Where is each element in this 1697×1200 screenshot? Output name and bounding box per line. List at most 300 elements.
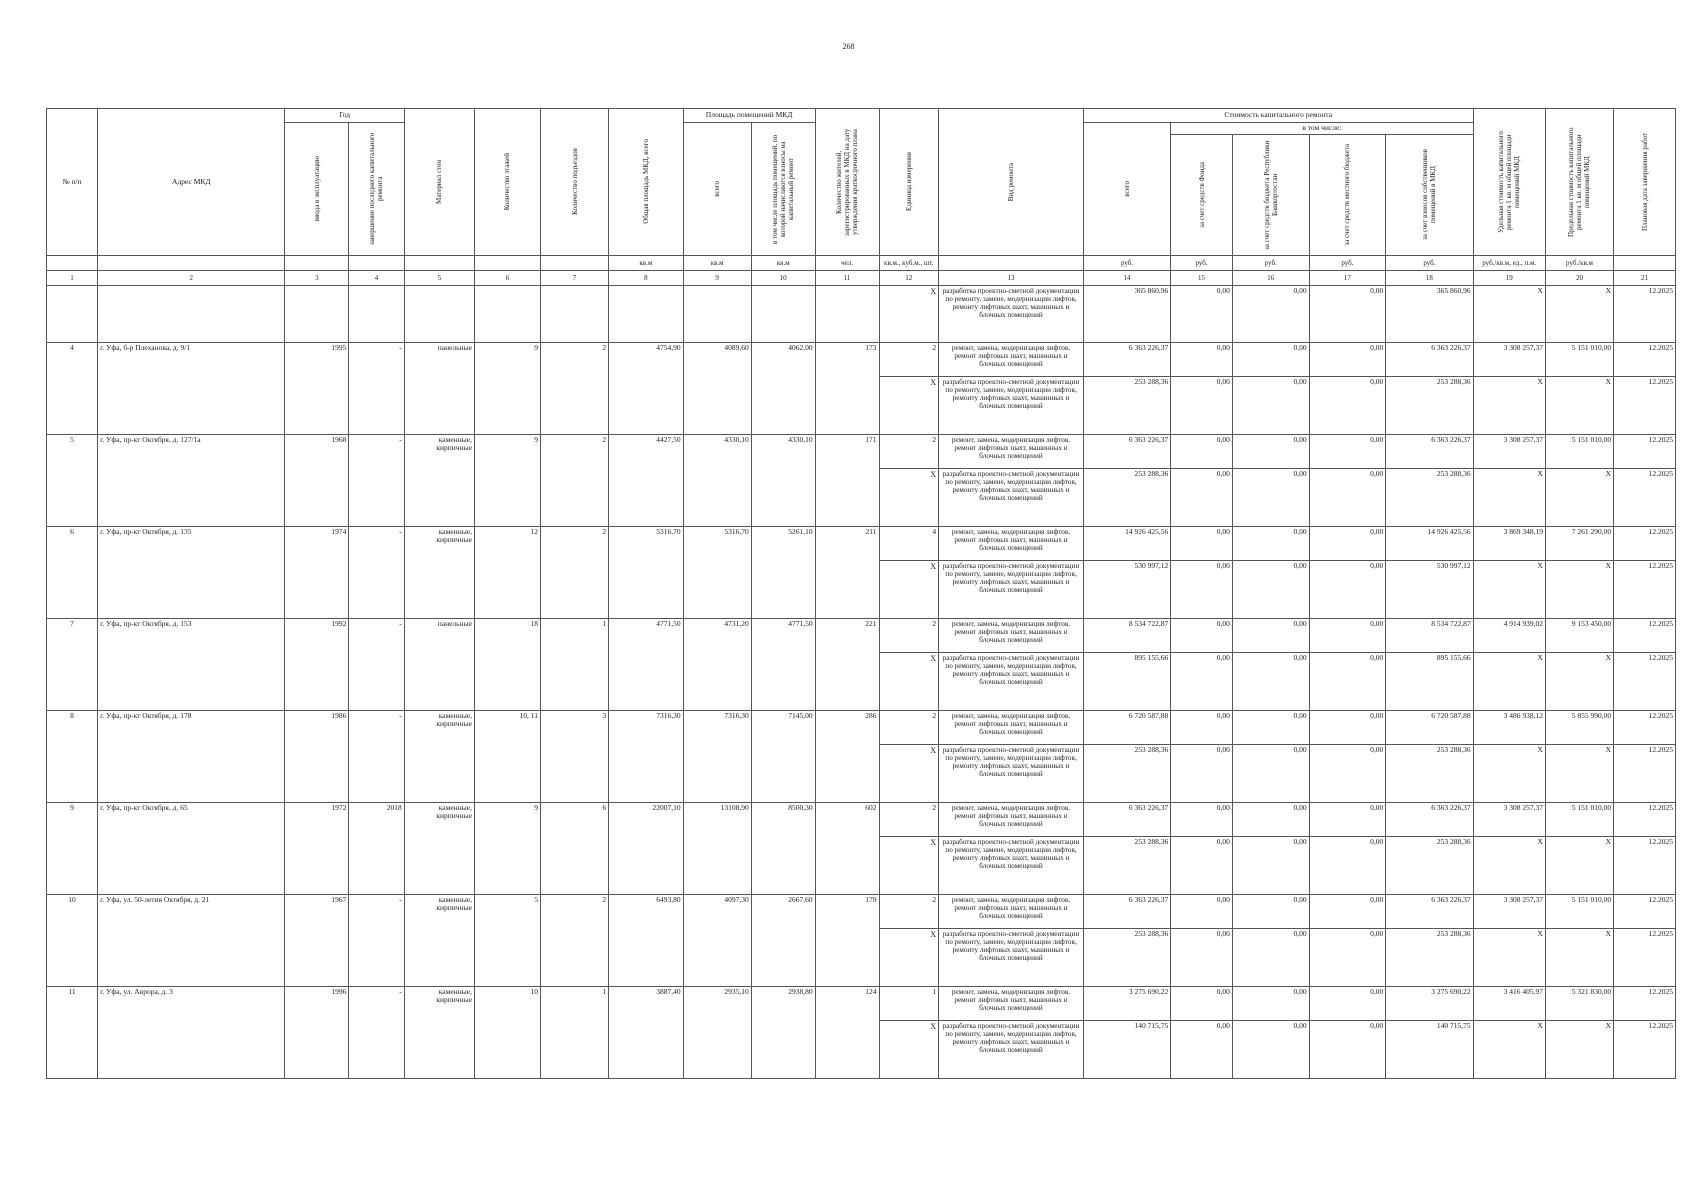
row-number-cell: 5 (47, 434, 98, 526)
table-row (47, 342, 1676, 376)
cost-fund-cell: 0,00 (1171, 285, 1233, 342)
residents-cell: 221 (815, 618, 879, 710)
cost-local-cell: 0,00 (1309, 928, 1386, 986)
residents-cell: 171 (815, 434, 879, 526)
cost-republic-cell: 0,00 (1232, 342, 1309, 376)
cost-republic-cell: 0,00 (1232, 376, 1309, 434)
qty-cell: 2 (879, 802, 939, 836)
cost-owners-cell: 8 534 722,87 (1386, 618, 1473, 652)
cost-total-cell: 140 715,75 (1083, 1020, 1170, 1078)
entrances-cell: 2 (540, 526, 608, 618)
cost-local-cell: 0,00 (1309, 618, 1386, 652)
unit-cost-cell: X (1473, 744, 1545, 802)
work-type-cell: разработка проектно-сметной документации по ремонту, замене, модернизации лифтов, ремонту лифтовых шахт, машинных и блочных помещений (939, 468, 1084, 526)
header-entrances: Количество подъездов (540, 109, 608, 256)
column-number: 7 (540, 270, 608, 285)
floors-cell: 10, 11 (474, 710, 540, 802)
header-year-commission: ввода в эксплуатацию (285, 123, 349, 256)
unit-cell: чел. (815, 255, 879, 270)
header-deadline: Плановая дата завершения работ (1614, 109, 1676, 256)
header-max-cost: Предельная стоимость капитального ремонта 1 кв. м общей площади помещений МКД (1545, 109, 1613, 256)
deadline-cell: 12.2025 (1614, 342, 1676, 376)
cost-fund-cell: 0,00 (1171, 560, 1233, 618)
unit-cost-cell: X (1473, 652, 1545, 710)
premises-total-cell: 4731,20 (683, 618, 751, 710)
max-cost-cell: X (1545, 285, 1613, 342)
year-commission-cell: 1968 (285, 434, 349, 526)
entrances-cell: 1 (540, 986, 608, 1078)
max-cost-cell: 5 151 010,00 (1545, 342, 1613, 376)
cost-fund-cell: 0,00 (1171, 986, 1233, 1020)
address-cell: г. Уфа, б-р Плеханова, д. 9/1 (98, 342, 285, 434)
entrances-cell: 2 (540, 894, 608, 986)
header-floors: Количество этажей (474, 109, 540, 256)
cost-total-cell: 253 288,36 (1083, 744, 1170, 802)
table-row (47, 434, 1676, 468)
cost-fund-cell: 0,00 (1171, 1020, 1233, 1078)
cost-owners-cell: 253 288,36 (1386, 468, 1473, 526)
qty-cell: X (879, 836, 939, 894)
header-year-group: Год (285, 109, 404, 123)
work-type-cell: разработка проектно-сметной документации по ремонту, замене, модернизации лифтов, ремонту лифтовых шахт, машинных и блочных помещений (939, 376, 1084, 434)
header-premises-owned: в том числе площадь помещений, по которой начисляются взносы на капитальный ремонт (751, 123, 815, 256)
cost-owners-cell: 140 715,75 (1386, 1020, 1473, 1078)
qty-cell: X (879, 468, 939, 526)
wall-material-cell: каменные, кирпичные (404, 894, 474, 986)
max-cost-cell: X (1545, 744, 1613, 802)
cost-local-cell: 0,00 (1309, 342, 1386, 376)
cost-republic-cell: 0,00 (1232, 285, 1309, 342)
deadline-cell: 12.2025 (1614, 802, 1676, 836)
max-cost-cell: 5 151 010,00 (1545, 434, 1613, 468)
wall-material-cell: панельные (404, 618, 474, 710)
unit-cost-cell: 3 416 405,97 (1473, 986, 1545, 1020)
cost-owners-cell: 6 363 226,37 (1386, 342, 1473, 376)
column-number: 11 (815, 270, 879, 285)
unit-cost-cell: 3 308 257,37 (1473, 894, 1545, 928)
deadline-cell: 12.2025 (1614, 1020, 1676, 1078)
cost-owners-cell: 253 288,36 (1386, 836, 1473, 894)
cost-owners-cell: 253 288,36 (1386, 376, 1473, 434)
max-cost-cell: X (1545, 468, 1613, 526)
floors-cell: 9 (474, 434, 540, 526)
cost-republic-cell: 0,00 (1232, 986, 1309, 1020)
qty-cell: X (879, 652, 939, 710)
work-type-cell: ремонт, замена, модернизация лифтов, ремонт лифтовых шахт, машинных и блочных помещений (939, 802, 1084, 836)
header-address: Адрес МКД (98, 109, 285, 256)
qty-cell: X (879, 560, 939, 618)
qty-cell: 4 (879, 526, 939, 560)
work-type-cell: ремонт, замена, модернизация лифтов, ремонт лифтовых шахт, машинных и блочных помещений (939, 894, 1084, 928)
cost-owners-cell: 253 288,36 (1386, 744, 1473, 802)
unit-cell: руб. (1386, 255, 1473, 270)
address-cell: г. Уфа, ул. Аврора, д. 3 (98, 986, 285, 1078)
column-number: 3 (285, 270, 349, 285)
qty-cell: 2 (879, 618, 939, 652)
cost-republic-cell: 0,00 (1232, 928, 1309, 986)
column-number: 21 (1614, 270, 1676, 285)
column-number: 10 (751, 270, 815, 285)
header-cost-total: всего (1083, 123, 1170, 256)
cost-local-cell: 0,00 (1309, 710, 1386, 744)
capital-repair-table (46, 108, 1676, 1079)
row-number-cell: 10 (47, 894, 98, 986)
cost-republic-cell: 0,00 (1232, 744, 1309, 802)
cost-total-cell: 895 155,66 (1083, 652, 1170, 710)
table-row (47, 710, 1676, 744)
qty-cell: 2 (879, 710, 939, 744)
max-cost-cell: 5 855 990,00 (1545, 710, 1613, 744)
premises-owned-cell: 2667,60 (751, 894, 815, 986)
qty-cell: X (879, 1020, 939, 1078)
header-total-area: Общая площадь МКД, всего (609, 109, 684, 256)
cost-total-cell: 253 288,36 (1083, 836, 1170, 894)
deadline-cell: 12.2025 (1614, 468, 1676, 526)
header-unit-cost: Удельная стоимость капитального ремонта 1 кв. м общей площади помещений МКД (1473, 109, 1545, 256)
work-type-cell: ремонт, замена, модернизация лифтов, ремонт лифтовых шахт, машинных и блочных помещений (939, 986, 1084, 1020)
floors-cell: 18 (474, 618, 540, 710)
capital-repair-table-wrapper (46, 108, 1676, 1079)
total-area-cell: 4771,50 (609, 618, 684, 710)
row-number-cell: 11 (47, 986, 98, 1078)
header-premises-area-group: Площадь помещений МКД (683, 109, 815, 123)
max-cost-cell: X (1545, 1020, 1613, 1078)
column-number: 1 (47, 270, 98, 285)
cost-local-cell: 0,00 (1309, 526, 1386, 560)
header-work-type: Вид ремонта (939, 109, 1084, 256)
cost-owners-cell: 6 363 226,37 (1386, 894, 1473, 928)
premises-total-cell: 5316,70 (683, 526, 751, 618)
cost-fund-cell: 0,00 (1171, 836, 1233, 894)
cost-owners-cell: 14 926 425,56 (1386, 526, 1473, 560)
residents-cell: 124 (815, 986, 879, 1078)
cost-fund-cell: 0,00 (1171, 434, 1233, 468)
cost-owners-cell: 6 720 587,88 (1386, 710, 1473, 744)
qty-cell: 2 (879, 342, 939, 376)
entrances-cell: 2 (540, 342, 608, 434)
unit-cell: кв.м (609, 255, 684, 270)
table-body (47, 285, 1676, 1078)
row-number-cell: 8 (47, 710, 98, 802)
max-cost-cell: 5 151 010,00 (1545, 802, 1613, 836)
deadline-cell: 12.2025 (1614, 744, 1676, 802)
header-year-last-repair: завершение последнего капитального ремонта (349, 123, 404, 256)
unit-cell: руб. (1309, 255, 1386, 270)
cost-fund-cell: 0,00 (1171, 468, 1233, 526)
page-number: 268 (842, 42, 855, 51)
max-cost-cell: 9 153 450,00 (1545, 618, 1613, 652)
cost-total-cell: 365 860,96 (1083, 285, 1170, 342)
deadline-cell: 12.2025 (1614, 894, 1676, 928)
total-area-cell: 7316,30 (609, 710, 684, 802)
cost-local-cell: 0,00 (1309, 468, 1386, 526)
unit-cell: руб. (1171, 255, 1233, 270)
header-wall-material: Материал стен (404, 109, 474, 256)
floors-cell: 12 (474, 526, 540, 618)
cost-local-cell: 0,00 (1309, 560, 1386, 618)
table-row (47, 802, 1676, 836)
qty-cell: X (879, 376, 939, 434)
residents-cell: 179 (815, 894, 879, 986)
cost-total-cell: 6 720 587,88 (1083, 710, 1170, 744)
premises-total-cell: 13108,90 (683, 802, 751, 894)
column-number: 16 (1232, 270, 1309, 285)
column-number: 15 (1171, 270, 1233, 285)
entrances-cell: 2 (540, 434, 608, 526)
qty-cell: X (879, 744, 939, 802)
year-last-repair-cell: - (349, 618, 404, 710)
deadline-cell: 12.2025 (1614, 710, 1676, 744)
unit-cost-cell: X (1473, 836, 1545, 894)
cost-fund-cell: 0,00 (1171, 376, 1233, 434)
cost-total-cell: 530 997,12 (1083, 560, 1170, 618)
address-cell: г. Уфа, пр-кт Октября, д. 127/1а (98, 434, 285, 526)
cost-local-cell: 0,00 (1309, 434, 1386, 468)
premises-owned-cell: 7145,00 (751, 710, 815, 802)
address-cell: г. Уфа, пр-кт Октября, д. 135 (98, 526, 285, 618)
work-type-cell: ремонт, замена, модернизация лифтов, ремонт лифтовых шахт, машинных и блочных помещений (939, 618, 1084, 652)
unit-cell: руб./кв.м (1545, 255, 1613, 270)
work-type-cell: разработка проектно-сметной документации по ремонту, замене, модернизации лифтов, ремонту лифтовых шахт, машинных и блочных помещений (939, 285, 1084, 342)
column-numbers-row (47, 270, 1676, 285)
deadline-cell: 12.2025 (1614, 376, 1676, 434)
cost-fund-cell: 0,00 (1171, 618, 1233, 652)
max-cost-cell: X (1545, 376, 1613, 434)
entrances-cell: 3 (540, 710, 608, 802)
cost-republic-cell: 0,00 (1232, 802, 1309, 836)
header-cost-local: за счет средств местного бюджета (1309, 134, 1386, 255)
cost-total-cell: 253 288,36 (1083, 376, 1170, 434)
work-type-cell: разработка проектно-сметной документации по ремонту, замене, модернизации лифтов, ремонту лифтовых шахт, машинных и блочных помещений (939, 928, 1084, 986)
unit-cost-cell: X (1473, 560, 1545, 618)
floors-cell: 5 (474, 894, 540, 986)
unit-cost-cell: 3 308 257,37 (1473, 802, 1545, 836)
premises-owned-cell: 4330,10 (751, 434, 815, 526)
unit-cell: кв.м (683, 255, 751, 270)
max-cost-cell: X (1545, 652, 1613, 710)
qty-cell: 2 (879, 894, 939, 928)
table-row-continuation (47, 285, 1676, 342)
unit-cost-cell: 3 486 938,12 (1473, 710, 1545, 744)
cost-total-cell: 6 363 226,37 (1083, 894, 1170, 928)
work-type-cell: разработка проектно-сметной документации по ремонту, замене, модернизации лифтов, ремонту лифтовых шахт, машинных и блочных помещений (939, 652, 1084, 710)
year-commission-cell: 1986 (285, 710, 349, 802)
table-row (47, 618, 1676, 652)
qty-cell: 1 (879, 986, 939, 1020)
floors-cell: 9 (474, 802, 540, 894)
year-last-repair-cell: - (349, 434, 404, 526)
header-premises-total: всего (683, 123, 751, 256)
cost-fund-cell: 0,00 (1171, 928, 1233, 986)
wall-material-cell: панельные (404, 342, 474, 434)
column-number: 8 (609, 270, 684, 285)
year-commission-cell: 1972 (285, 802, 349, 894)
cost-republic-cell: 0,00 (1232, 894, 1309, 928)
unit-cell: кв.м (751, 255, 815, 270)
unit-cell: кв.м., куб.м., шт. (879, 255, 939, 270)
cost-owners-cell: 6 363 226,37 (1386, 802, 1473, 836)
cost-owners-cell: 365 860,96 (1386, 285, 1473, 342)
year-commission-cell: 1974 (285, 526, 349, 618)
table-row (47, 894, 1676, 928)
cost-total-cell: 14 926 425,56 (1083, 526, 1170, 560)
header-cost-owners: за счет взносов собственников помещений в МКД (1386, 134, 1473, 255)
premises-total-cell: 4097,30 (683, 894, 751, 986)
deadline-cell: 12.2025 (1614, 526, 1676, 560)
header-num: № п/п (47, 109, 98, 256)
cost-fund-cell: 0,00 (1171, 710, 1233, 744)
cost-local-cell: 0,00 (1309, 376, 1386, 434)
year-last-repair-cell: - (349, 986, 404, 1078)
work-type-cell: ремонт, замена, модернизация лифтов, ремонт лифтовых шахт, машинных и блочных помещений (939, 342, 1084, 376)
deadline-cell: 12.2025 (1614, 285, 1676, 342)
column-number: 9 (683, 270, 751, 285)
column-number: 4 (349, 270, 404, 285)
cost-total-cell: 6 363 226,37 (1083, 802, 1170, 836)
work-type-cell: разработка проектно-сметной документации по ремонту, замене, модернизации лифтов, ремонту лифтовых шахт, машинных и блочных помещений (939, 1020, 1084, 1078)
unit-cost-cell: 3 869 348,19 (1473, 526, 1545, 560)
cost-fund-cell: 0,00 (1171, 652, 1233, 710)
cost-fund-cell: 0,00 (1171, 342, 1233, 376)
cost-republic-cell: 0,00 (1232, 560, 1309, 618)
year-commission-cell: 1967 (285, 894, 349, 986)
row-number-cell: 9 (47, 802, 98, 894)
unit-cell: руб./кв.м, ед., п.м. (1473, 255, 1545, 270)
wall-material-cell: каменные, кирпичные (404, 986, 474, 1078)
max-cost-cell: 5 321 830,00 (1545, 986, 1613, 1020)
premises-total-cell: 4089,60 (683, 342, 751, 434)
residents-cell: 211 (815, 526, 879, 618)
total-area-cell: 4754,90 (609, 342, 684, 434)
address-cell: г. Уфа, пр-кт Октября, д. 65 (98, 802, 285, 894)
units-row (47, 255, 1676, 270)
premises-owned-cell: 4771,50 (751, 618, 815, 710)
cost-local-cell: 0,00 (1309, 285, 1386, 342)
entrances-cell: 1 (540, 618, 608, 710)
column-number: 14 (1083, 270, 1170, 285)
column-number: 18 (1386, 270, 1473, 285)
qty-cell: X (879, 285, 939, 342)
total-area-cell: 22007,10 (609, 802, 684, 894)
unit-cost-cell: 4 914 939,02 (1473, 618, 1545, 652)
address-cell: г. Уфа, пр-кт Октября, д. 178 (98, 710, 285, 802)
year-last-repair-cell: - (349, 894, 404, 986)
year-last-repair-cell: - (349, 526, 404, 618)
column-number: 13 (939, 270, 1084, 285)
max-cost-cell: 5 151 010,00 (1545, 894, 1613, 928)
table-row (47, 526, 1676, 560)
deadline-cell: 12.2025 (1614, 928, 1676, 986)
cost-total-cell: 6 363 226,37 (1083, 342, 1170, 376)
unit-cell: руб. (1232, 255, 1309, 270)
header-unit: Единица измерения (879, 109, 939, 256)
total-area-cell: 5316,70 (609, 526, 684, 618)
cost-local-cell: 0,00 (1309, 986, 1386, 1020)
cost-fund-cell: 0,00 (1171, 744, 1233, 802)
cost-republic-cell: 0,00 (1232, 652, 1309, 710)
cost-total-cell: 253 288,36 (1083, 928, 1170, 986)
unit-cost-cell: X (1473, 1020, 1545, 1078)
cost-fund-cell: 0,00 (1171, 802, 1233, 836)
cost-owners-cell: 530 997,12 (1386, 560, 1473, 618)
year-last-repair-cell: 2018 (349, 802, 404, 894)
unit-cost-cell: 3 308 257,37 (1473, 434, 1545, 468)
work-type-cell: ремонт, замена, модернизация лифтов, ремонт лифтовых шахт, машинных и блочных помещений (939, 434, 1084, 468)
total-area-cell: 3887,40 (609, 986, 684, 1078)
cost-owners-cell: 253 288,36 (1386, 928, 1473, 986)
cost-republic-cell: 0,00 (1232, 710, 1309, 744)
row-number-cell: 6 (47, 526, 98, 618)
residents-cell: 602 (815, 802, 879, 894)
max-cost-cell: 7 261 290,00 (1545, 526, 1613, 560)
unit-cell: руб. (1083, 255, 1170, 270)
cost-republic-cell: 0,00 (1232, 618, 1309, 652)
cost-local-cell: 0,00 (1309, 652, 1386, 710)
column-number: 17 (1309, 270, 1386, 285)
cost-republic-cell: 0,00 (1232, 468, 1309, 526)
cost-total-cell: 253 288,36 (1083, 468, 1170, 526)
premises-total-cell: 7316,30 (683, 710, 751, 802)
qty-cell: 2 (879, 434, 939, 468)
cost-fund-cell: 0,00 (1171, 894, 1233, 928)
work-type-cell: ремонт, замена, модернизация лифтов, ремонт лифтовых шахт, машинных и блочных помещений (939, 710, 1084, 744)
cost-republic-cell: 0,00 (1232, 1020, 1309, 1078)
premises-total-cell: 4330,10 (683, 434, 751, 526)
cost-local-cell: 0,00 (1309, 1020, 1386, 1078)
cost-republic-cell: 0,00 (1232, 526, 1309, 560)
column-number: 6 (474, 270, 540, 285)
premises-total-cell: 2935,10 (683, 986, 751, 1078)
table-row (47, 986, 1676, 1020)
column-number: 20 (1545, 270, 1613, 285)
unit-cost-cell: 3 308 257,37 (1473, 342, 1545, 376)
year-last-repair-cell: - (349, 710, 404, 802)
cost-fund-cell: 0,00 (1171, 526, 1233, 560)
cost-republic-cell: 0,00 (1232, 434, 1309, 468)
header-cost-group: Стоимость капитального ремонта (1083, 109, 1473, 123)
unit-cost-cell: X (1473, 468, 1545, 526)
cost-owners-cell: 6 363 226,37 (1386, 434, 1473, 468)
residents-cell: 173 (815, 342, 879, 434)
cost-owners-cell: 895 155,66 (1386, 652, 1473, 710)
year-commission-cell: 1996 (285, 986, 349, 1078)
premises-owned-cell: 4062,00 (751, 342, 815, 434)
residents-cell: 286 (815, 710, 879, 802)
table-header (47, 109, 1676, 286)
address-cell: г. Уфа, ул. 50-летия Октября, д. 21 (98, 894, 285, 986)
max-cost-cell: X (1545, 836, 1613, 894)
wall-material-cell: каменные, кирпичные (404, 434, 474, 526)
unit-cost-cell: X (1473, 376, 1545, 434)
max-cost-cell: X (1545, 560, 1613, 618)
wall-material-cell: каменные, кирпичные (404, 710, 474, 802)
deadline-cell: 12.2025 (1614, 652, 1676, 710)
work-type-cell: разработка проектно-сметной документации по ремонту, замене, модернизации лифтов, ремонту лифтовых шахт, машинных и блочных помещений (939, 836, 1084, 894)
cost-total-cell: 6 363 226,37 (1083, 434, 1170, 468)
header-residents: Количество жителей, зарегистрированных в МКД на дату утверждения краткосрочного плана (815, 109, 879, 256)
row-number-cell: 7 (47, 618, 98, 710)
cost-total-cell: 8 534 722,87 (1083, 618, 1170, 652)
year-commission-cell: 1992 (285, 618, 349, 710)
total-area-cell: 6493,80 (609, 894, 684, 986)
header-cost-fund: за счет средств Фонда (1171, 134, 1233, 255)
row-number-cell: 4 (47, 342, 98, 434)
max-cost-cell: X (1545, 928, 1613, 986)
deadline-cell: 12.2025 (1614, 618, 1676, 652)
cost-local-cell: 0,00 (1309, 802, 1386, 836)
deadline-cell: 12.2025 (1614, 986, 1676, 1020)
year-commission-cell: 1995 (285, 342, 349, 434)
